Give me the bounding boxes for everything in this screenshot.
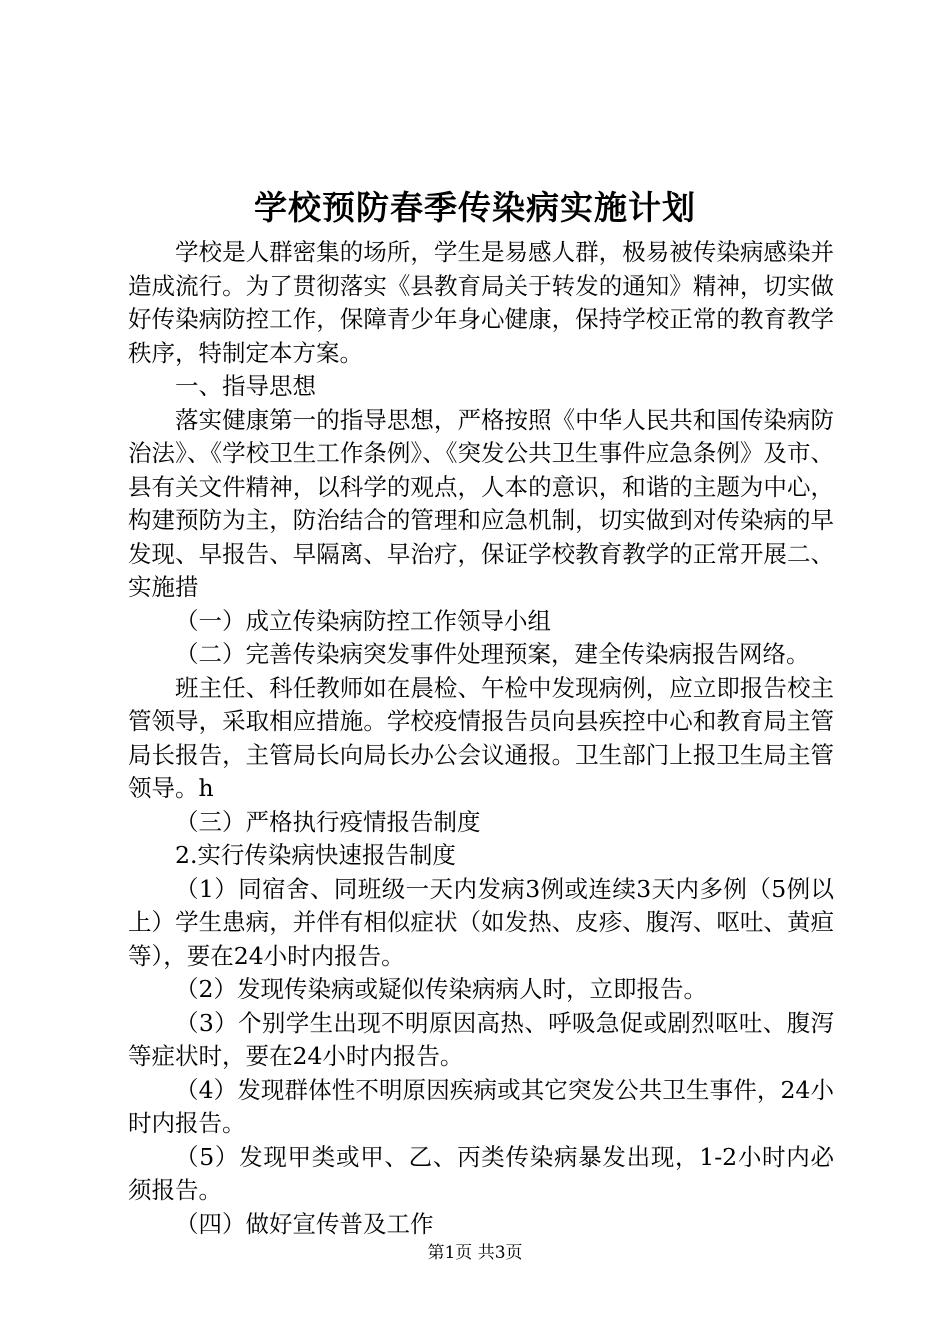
document-body	[128, 236, 834, 1241]
list-item-3: （3）个别学生出现不明原因高热、呼吸急促或剧烈呕吐、腹泻等症状时，要在24小时内报告。	[128, 1008, 834, 1070]
paragraph-reporting-chain: 班主任、科任教师如在晨检、午检中发现病例，应立即报告校主管领导，采取相应措施。学校疫情报告员向县疾控中心和教育局主管局长报告，主管局长向局长办公会议通报。卫生部门上报卫生局主管领导。h	[128, 673, 834, 802]
paragraph-intro: 学校是人群密集的场所，学生是易感人群，极易被传染病感染并造成流行。为了贯彻落实《县教育局关于转发的通知》精神，切实做好传染病防控工作，保障青少年身心健康，保持学校正常的教育教学秩序，特制定本方案。	[128, 238, 834, 367]
list-item-2: （2）发现传染病或疑似传染病病人时，立即报告。	[175, 975, 707, 1003]
heading-guiding-thought: 一、指导思想	[175, 372, 316, 400]
heading-reporting-system: （三）严格执行疫情报告制度	[175, 807, 481, 836]
list-item-5: （5）发现甲类或甲、乙、丙类传染病暴发出现，1-2小时内必须报告。	[128, 1142, 834, 1204]
heading-quick-report: 2.实行传染病快速报告制度	[175, 841, 456, 869]
paragraph-guiding-thought: 落实健康第一的指导思想，严格按照《中华人民共和国传染病防治法》、《学校卫生工作条例》、《突发公共卫生事件应急条例》及市、县有关文件精神，以科学的观点，人本的意识，和谐的主题为中心，构建预防为主，防治结合的管理和应急机制，切实做到对传染病的早发现、早报告、早隔离、早治疗，保证学校教育教学的正常开展二、实施措	[128, 405, 834, 601]
page-number: 第1页 共3页	[427, 1243, 523, 1263]
heading-leadership-group: （一）成立传染病防控工作领导小组	[175, 606, 551, 635]
list-item-4: （4）发现群体性不明原因疾病或其它突发公共卫生事件，24小时内报告。	[128, 1075, 834, 1137]
document-title: 学校预防春季传染病实施计划	[254, 188, 696, 227]
heading-publicity: （四）做好宣传普及工作	[175, 1209, 434, 1238]
list-item-1: （1）同宿舍、同班级一天内发病3例或连续3天内多例（5例以上）学生患病，并伴有相似症状（如发热、皮疹、腹泻、呕吐、黄疸等），要在24小时内报告。	[128, 874, 834, 970]
heading-emergency-plan: （二）完善传染病突发事件处理预案，建全传染病报告网络。	[175, 640, 810, 668]
